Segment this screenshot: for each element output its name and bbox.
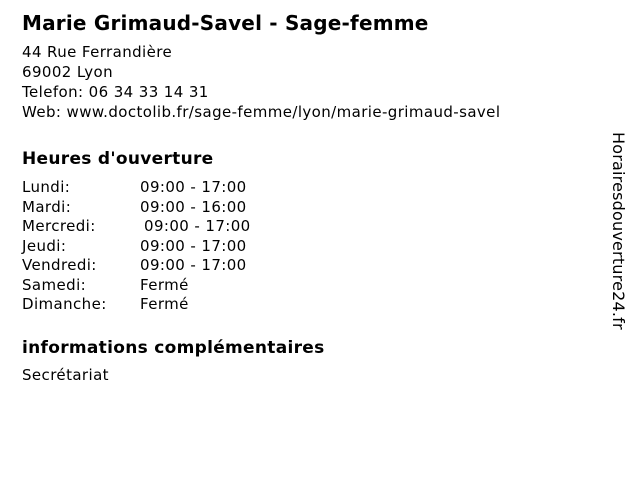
web-label: Web: bbox=[22, 103, 62, 121]
address-line-2: 69002 Lyon bbox=[22, 63, 114, 81]
hours-value: 09:00 - 16:00 bbox=[140, 197, 247, 216]
opening-hours-table bbox=[22, 178, 597, 315]
opening-hours-heading: Heures d'ouverture bbox=[22, 149, 214, 169]
hours-value: 09:00 - 17:00 bbox=[140, 236, 247, 255]
table-row bbox=[22, 198, 597, 218]
table-row bbox=[22, 295, 597, 315]
hours-value: 09:00 - 17:00 bbox=[140, 256, 247, 274]
table-row bbox=[22, 256, 597, 276]
table-row bbox=[22, 276, 597, 296]
phone-line bbox=[22, 82, 597, 102]
hours-value: Fermé bbox=[140, 295, 189, 313]
day-label: Vendredi: bbox=[22, 256, 97, 274]
table-row bbox=[22, 178, 597, 198]
day-label: Jeudi: bbox=[22, 236, 67, 255]
hours-value: 09:00 - 17:00 bbox=[144, 217, 251, 235]
day-label: Samedi: bbox=[22, 275, 87, 294]
table-row bbox=[22, 217, 597, 237]
additional-info-text: Secrétariat bbox=[22, 365, 109, 384]
additional-info-heading: informations complémentaires bbox=[22, 337, 325, 358]
day-label: Lundi: bbox=[22, 178, 71, 196]
watermark-horairesdouverture24: Horairesdouverture24.fr bbox=[609, 132, 628, 330]
address-line-1: 44 Rue Ferrandière bbox=[22, 43, 173, 61]
day-label: Dimanche: bbox=[22, 295, 107, 313]
hours-value: Fermé bbox=[140, 275, 189, 294]
phone-label: Telefon: bbox=[22, 83, 84, 101]
contact-block bbox=[22, 42, 597, 122]
main-content bbox=[22, 0, 597, 385]
table-row bbox=[22, 237, 597, 257]
hours-value: 09:00 - 17:00 bbox=[140, 178, 247, 196]
day-label: Mercredi: bbox=[22, 217, 96, 235]
web-url: www.doctolib.fr/sage-femme/lyon/marie-grimaud-savel bbox=[66, 103, 501, 121]
day-label: Mardi: bbox=[22, 197, 72, 216]
phone-value: 06 34 33 14 31 bbox=[88, 83, 209, 101]
web-line bbox=[22, 102, 597, 122]
page-title: Marie Grimaud-Savel - Sage-femme bbox=[22, 11, 429, 35]
